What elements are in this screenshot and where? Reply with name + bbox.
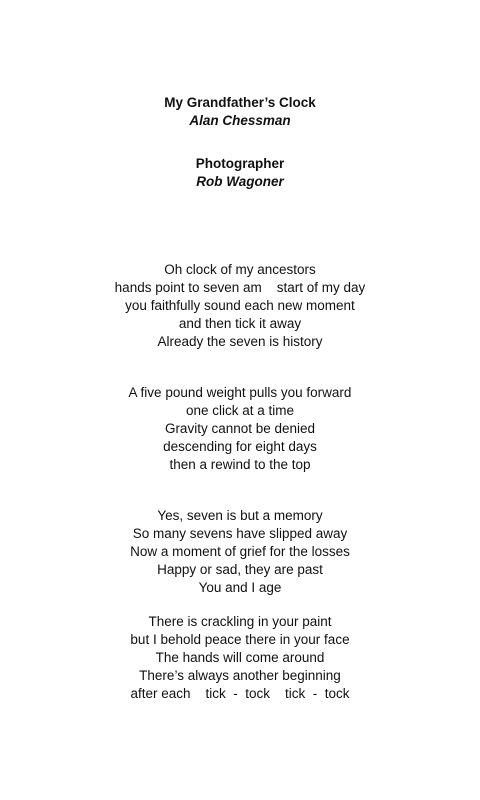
poem-line: then a rewind to the top bbox=[169, 457, 311, 472]
photographer-label: Photographer bbox=[195, 156, 285, 171]
poem-line: after each tick - tock tick - tock bbox=[130, 686, 350, 701]
poem-author: Alan Chessman bbox=[189, 113, 291, 128]
poem-line: Already the seven is history bbox=[157, 334, 323, 349]
poem-line: Now a moment of grief for the losses bbox=[130, 544, 350, 559]
poem-line: A five pound weight pulls you forward bbox=[128, 385, 352, 400]
poem-line: So many sevens have slipped away bbox=[132, 526, 348, 541]
poem-line: but I behold peace there in your face bbox=[130, 632, 350, 647]
poem-line: Gravity cannot be denied bbox=[164, 421, 316, 436]
poem-line: You and I age bbox=[198, 580, 282, 595]
poem-line: one click at a time bbox=[185, 403, 295, 418]
poem-line: and then tick it away bbox=[178, 316, 302, 331]
poem-line: descending for eight days bbox=[163, 439, 317, 454]
poem-line: Oh clock of my ancestors bbox=[164, 262, 316, 277]
poem-title: My Grandfather’s Clock bbox=[164, 95, 316, 110]
poem-line: The hands will come around bbox=[155, 650, 325, 665]
photographer-name: Rob Wagoner bbox=[196, 174, 284, 189]
poem-line: There is crackling in your paint bbox=[148, 614, 332, 629]
poem-line: Happy or sad, they are past bbox=[157, 562, 323, 577]
poem-line: you faithfully sound each new moment bbox=[125, 298, 355, 313]
poem-line: hands point to seven am start of my day bbox=[114, 280, 366, 295]
poem-line: Yes, seven is but a memory bbox=[157, 508, 323, 523]
poem-line: There’s always another beginning bbox=[139, 668, 341, 683]
